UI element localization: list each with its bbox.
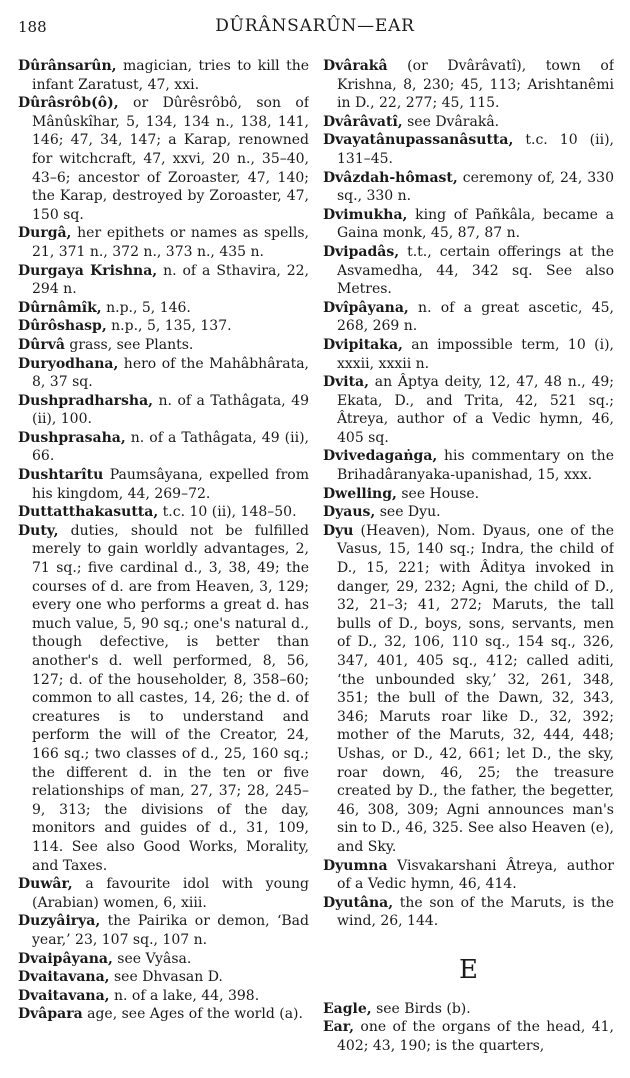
index-entry [18,336,309,355]
entry-headword: Dvârâvatî, [323,113,403,130]
entry-text: see Dyu. [375,504,441,521]
entry-headword: Durgaya Krishna, [18,262,158,279]
entry-headword: Dyutâna, [323,894,394,911]
entry-headword: Dvîpâyana, [323,299,409,316]
index-entry [18,317,309,336]
entry-text: grass, see Plants. [64,336,194,353]
index-entry [323,113,614,132]
index-entry [323,447,614,484]
entry-headword: Dvayatânupassanâsutta, [323,132,514,149]
entry-headword: Dvipadâs, [323,243,400,260]
entry-text: see House. [396,485,480,502]
entry-text: (or Dvârâvatî), town of Krishna, 8, 230; 45, 113; Arishtanêmi in D., 22, 277; 45, 115. [337,58,614,112]
index-entry [18,466,309,503]
index-entry [18,262,309,299]
entry-text: t.t., certain offerings at the Asvamedha, 44, 342 sq. See also Metres. [337,243,614,298]
entry-headword: Dûrânsarûn, [18,58,117,74]
entry-text: t.c. 10 (ii), 131–45. [337,132,614,167]
entry-headword: Dvita, [323,374,370,391]
entry-text: Visvakarshani Âtreya, author of a Vedic hymn, 46, 414. [337,857,614,893]
index-entry [323,57,614,113]
entry-text: see Birds (b). [371,1000,471,1017]
entry-text: or Dûrêsrôbô, son of Mânûskîhar, 5, 134, 134 n., 138, 141, 146; 47, 34, 147; a Karap, renowned for witchcraft, 47, xxvi, 20 n., 35–40, 43–6; ancestor of Zoroaster, 47, 140; the Karap, destroyed by Zoroaster, 47, 150 sq. [32,95,309,223]
index-entry [18,57,309,94]
entry-headword: Ear, [323,1019,354,1036]
entry-text: the Pairika or demon, ‘Bad year,’ 23, 107 sq., 107 n. [32,913,309,948]
right-column-e-entries [323,1000,614,1056]
index-entry [18,912,309,949]
index-entry [323,169,614,206]
index-entry [323,131,614,168]
entry-headword: Dyaus, [323,504,376,521]
index-entry [323,1018,614,1055]
index-entry [18,392,309,429]
index-entry [18,299,309,318]
entry-text: an impossible term, 10 (i), xxxii, xxxii n. [337,336,614,372]
index-entry [18,224,309,261]
entry-text: see Dhvasan D. [109,969,223,986]
index-entry [18,1005,309,1024]
entry-text: n. of a Tathâgata, 49 (ii), 66. [32,429,309,465]
index-entry [323,522,614,857]
index-entry [18,950,309,969]
entry-headword: Durgâ, [18,225,72,242]
index-entry [18,522,309,875]
entry-headword: Duzyâirya, [18,913,101,930]
entry-text: n.p., 5, 146. [101,299,191,316]
index-entry [323,1000,614,1019]
index-entry [18,875,309,912]
entry-text: see Vyâsa. [112,950,192,967]
left-column [18,57,309,1057]
index-entry [18,987,309,1006]
entry-text: one of the organs of the head, 41, 402; 43, 190; is the quarters, [337,1019,614,1054]
index-entry [18,94,309,224]
entry-headword: Dvaitavana, [18,987,110,1004]
entry-text: Paumsâyana, expelled from his kingdom, 44, 269–72. [32,467,309,502]
entry-headword: Dvârakâ [323,58,388,74]
entry-headword: Dûrâsrôb(ô), [18,95,119,112]
entry-headword: Dvaipâyana, [18,950,113,967]
index-entry [323,373,614,447]
entry-headword: Eagle, [323,1000,372,1017]
entry-text: n. of a great ascetic, 45, 268, 269 n. [337,299,614,335]
index-entry [18,429,309,466]
entry-headword: Dvipitaka, [323,336,403,353]
right-column-d-entries [323,57,614,931]
index-entry [18,968,309,987]
entry-text: hero of the Mahâbhârata, 8, 37 sq. [32,355,309,391]
index-entry [323,336,614,373]
index-entry [323,894,614,931]
running-head: DÛRÂNSARÛN—EAR [215,16,415,36]
entry-text: ceremony of, 24, 330 sq., 330 n. [337,169,614,205]
entry-text: the son of the Maruts, is the wind, 26, 144. [337,894,614,930]
entry-headword: Dushprasaha, [18,429,126,446]
entry-headword: Dûrôshasp, [18,318,107,335]
entry-headword: Dvâpara [18,1006,83,1023]
entry-text: n. of a lake, 44, 398. [109,987,260,1004]
entry-headword: Dvimukha, [323,206,408,223]
entry-headword: Dwelling, [323,485,397,502]
entry-headword: Duwâr, [18,876,73,893]
entry-text: a favourite idol with young (Arabian) women, 6, xiii. [32,876,309,911]
entry-headword: Dyumna [323,857,388,874]
index-entry [18,503,309,522]
entry-headword: Dûrnâmîk, [18,299,102,316]
entry-text: (Heaven), Nom. Dyaus, one of the Vasus, 15, 140 sq.; Indra, the child of D., 15, 221; with Âditya invoked in danger, 29, 232; Agni, the child of D., 32, 21–3; 41, 272; Maruts, the tall bulls of D., boys, sons, servants, men of D., 32, 106, 110 sq., 154 sq., 326, 347, 401, 405 sq., 412; called aditi, ‘the unbounded sky,’ 32, 261, 348, 351; the bull of the Dawn, 32, 343, 346; Maruts roar like D., 32, 392; mother of the Maruts, 32, 444, 448; Ushas, or D., 42, 661; let D., the sky, roar down, 46, 25; the treasure created by D., the father, the begetter, 46, 308, 309; Agni announces man's sin to D., 46, 325. See also Heaven (e), and Sky. [337,522,614,855]
entry-headword: Dyu [323,522,354,539]
entry-text: n. of a Tathâgata, 49 (ii), 100. [32,392,309,428]
index-entry [18,355,309,392]
entry-headword: Dûrvâ [18,336,65,353]
entry-text: her epithets or names as spells, 21, 371 n., 372 n., 373 n., 435 n. [32,225,309,260]
section-letter: E [459,954,478,985]
page-header [18,14,612,40]
entry-text: an Âptya deity, 12, 47, 48 n., 49; Ekata, D., and Trita, 42, 521 sq.; Âtreya, author of a Vedic hymn, 46, 405 sq. [337,374,614,446]
entry-text: age, see Ages of the world (a). [82,1006,303,1023]
entry-text: king of Pañkâla, became a Gaina monk, 45, 87, 87 n. [337,206,614,242]
index-entry [323,857,614,894]
entry-text: n.p., 5, 135, 137. [106,318,232,335]
entry-headword: Duryodhana, [18,355,119,372]
entry-text: his commentary on the Brihadâranyaka-upanishad, 15, xxx. [337,448,614,484]
right-column [323,57,614,1057]
index-entry [323,206,614,243]
entry-headword: Dushtarîtu [18,467,104,484]
index-entry [323,243,614,299]
entry-text: n. of a Sthavira, 22, 294 n. [32,262,309,298]
entry-headword: Duty, [18,522,59,539]
index-columns [18,57,614,1057]
entry-text: duties, should not be fulfilled merely to gain worldly advantages, 2, 71 sq.; five cardinal d., 3, 38, 49; the courses of d. are from Heaven, 3, 129; every one who performs a great d. has much value, 5, 90 sq.; one's natural d., though defective, is better than another's d. well performed, 8, 56, 127; d. of the householder, 8, 358–60; common to all castes, 14, 26; the d. of creatures is to understand and perform the will of the Creator, 24, 166 sq.; two classes of d., 25, 160 sq.; the different d. in the ten or five relationships of man, 27, 37; 28, 245–9, 313; the divisions of the day, monitors and guides of d., 31, 109, 114. See also Good Works, Morality, and Taxes. [32,522,309,874]
entry-text: magician, tries to kill the infant Zaratust, 47, xxi. [32,58,309,93]
entry-headword: Dvâzdah-hômast, [323,169,458,186]
index-entry [323,299,614,336]
entry-headword: Dvivedagaṅga, [323,448,438,465]
page-number: 188 [18,18,47,36]
entry-headword: Duttatthakasutta, [18,504,159,521]
entry-headword: Dvaitavana, [18,969,110,986]
entry-text: t.c. 10 (ii), 148–50. [158,504,297,521]
index-entry [323,485,614,504]
index-entry [323,503,614,522]
entry-headword: Dushpradharsha, [18,392,154,409]
entry-text: see Dvârakâ. [402,113,500,130]
